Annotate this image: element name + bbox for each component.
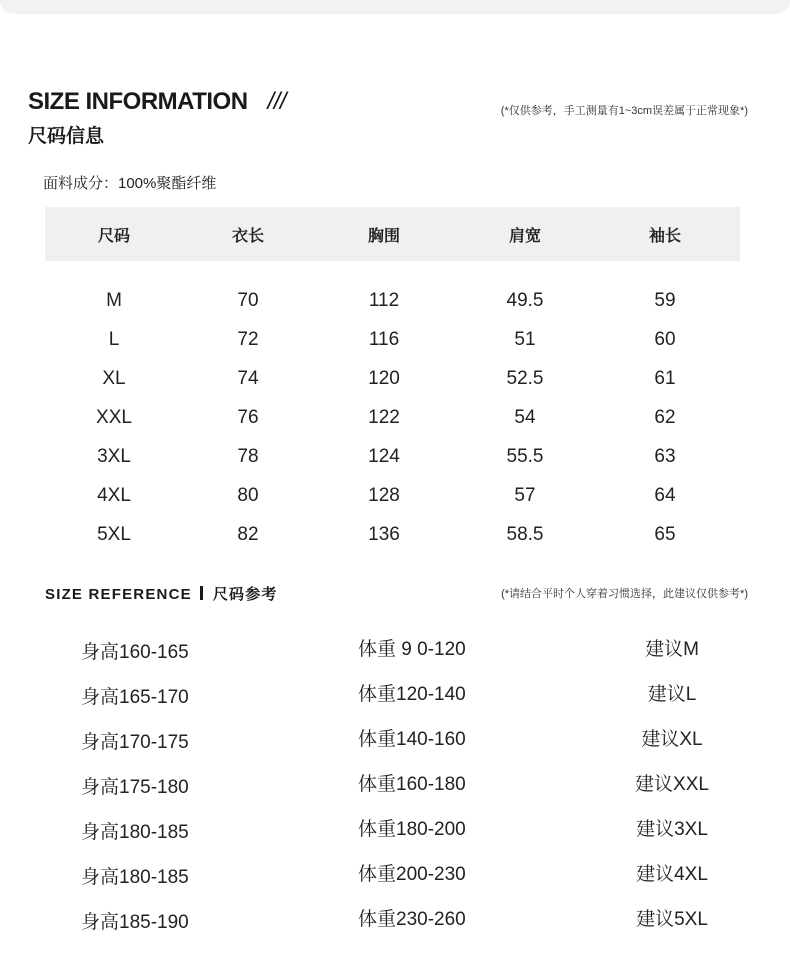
table-cell: 49.5 — [506, 289, 544, 311]
list-item — [0, 853, 790, 898]
table-cell: 136 — [368, 523, 400, 545]
height-range: 身高180-185 — [81, 867, 189, 888]
table-cell: 80 — [237, 484, 259, 506]
weight-range: 体重230-260 — [358, 909, 466, 930]
height-range: 身高180-185 — [81, 822, 189, 843]
title-slashes: /// — [267, 88, 287, 115]
table-cell: 58.5 — [506, 523, 544, 545]
table-cell: 65 — [654, 523, 676, 545]
table-cell: 55.5 — [506, 445, 544, 467]
list-item — [0, 763, 790, 808]
table-cell: 72 — [237, 328, 259, 350]
table-cell: 4XL — [97, 484, 131, 506]
col-header-shoulder: 肩宽 — [508, 227, 542, 245]
table-row — [45, 437, 740, 476]
table-row — [45, 476, 740, 515]
table-cell: 116 — [368, 328, 400, 350]
table-cell: M — [106, 289, 122, 311]
title-separator — [200, 586, 203, 600]
col-header-sleeve: 袖长 — [648, 227, 682, 245]
table-cell: 78 — [237, 445, 259, 467]
weight-range: 体重160-180 — [358, 774, 466, 795]
table-cell: 61 — [654, 367, 676, 389]
table-cell: 124 — [368, 445, 400, 467]
table-cell: 51 — [514, 328, 536, 350]
height-range: 身高170-175 — [81, 732, 189, 753]
table-row — [45, 398, 740, 437]
suggested-size: 建议5XL — [636, 909, 708, 930]
table-cell: 62 — [654, 406, 676, 428]
col-header-chest: 胸围 — [367, 227, 401, 245]
table-cell: 52.5 — [506, 367, 544, 389]
list-item — [0, 628, 790, 673]
reference-title-en: SIZE REFERENCE — [45, 586, 192, 603]
suggested-size: 建议4XL — [636, 864, 708, 885]
top-divider-band — [0, 0, 790, 14]
table-cell: 76 — [237, 406, 259, 428]
table-cell: L — [108, 328, 120, 350]
table-cell: 54 — [514, 406, 536, 428]
table-cell: XL — [102, 367, 126, 389]
list-item — [0, 898, 790, 943]
table-cell: 5XL — [97, 523, 131, 545]
table-row — [45, 359, 740, 398]
table-cell: 3XL — [97, 445, 131, 467]
section-title-cn: 尺码信息 — [28, 126, 105, 147]
suggested-size: 建议3XL — [636, 819, 708, 840]
weight-range: 体重120-140 — [358, 684, 466, 705]
reference-title — [45, 583, 278, 604]
weight-range: 体重 9 0-120 — [358, 639, 466, 660]
table-cell: 128 — [368, 484, 400, 506]
weight-range: 体重200-230 — [358, 864, 466, 885]
table-cell: 122 — [368, 406, 400, 428]
measurement-note: (*仅供参考，手工测量有1~3cm误差属于正常现象*) — [500, 105, 748, 117]
section-title-en — [28, 88, 286, 116]
reference-note: (*请结合平时个人穿着习惯选择，此建议仅供参考*) — [501, 588, 748, 600]
weight-range: 体重140-160 — [358, 729, 466, 750]
table-cell: 112 — [368, 289, 400, 311]
suggested-size: 建议XXL — [635, 774, 709, 795]
title-text: SIZE INFORMATION — [28, 88, 248, 115]
material-composition: 面料成分：100%聚酯纤维 — [43, 175, 217, 192]
weight-range: 体重180-200 — [358, 819, 466, 840]
table-cell: 64 — [654, 484, 676, 506]
table-cell: 74 — [237, 367, 259, 389]
height-range: 身高165-170 — [81, 687, 189, 708]
table-row — [45, 320, 740, 359]
list-item — [0, 718, 790, 763]
size-reference-list — [0, 628, 790, 943]
reference-title-cn: 尺码参考 — [212, 586, 278, 603]
table-header — [45, 207, 740, 261]
table-cell: 59 — [654, 289, 676, 311]
suggested-size: 建议L — [647, 684, 697, 705]
table-cell: 120 — [368, 367, 400, 389]
table-body — [45, 261, 740, 554]
height-range: 身高160-165 — [81, 642, 189, 663]
table-cell: 70 — [237, 289, 259, 311]
table-cell: 60 — [654, 328, 676, 350]
table-row — [45, 281, 740, 320]
table-cell: XXL — [96, 406, 132, 428]
height-range: 身高175-180 — [81, 777, 189, 798]
list-item — [0, 808, 790, 853]
col-header-length: 衣长 — [231, 227, 265, 245]
col-header-size: 尺码 — [97, 227, 131, 245]
table-cell: 82 — [237, 523, 259, 545]
table-cell: 57 — [514, 484, 536, 506]
list-item — [0, 673, 790, 718]
height-range: 身高185-190 — [81, 912, 189, 933]
suggested-size: 建议XL — [641, 729, 703, 750]
suggested-size: 建议M — [645, 639, 699, 660]
table-row — [45, 515, 740, 554]
size-table — [45, 207, 740, 554]
table-cell: 63 — [654, 445, 676, 467]
